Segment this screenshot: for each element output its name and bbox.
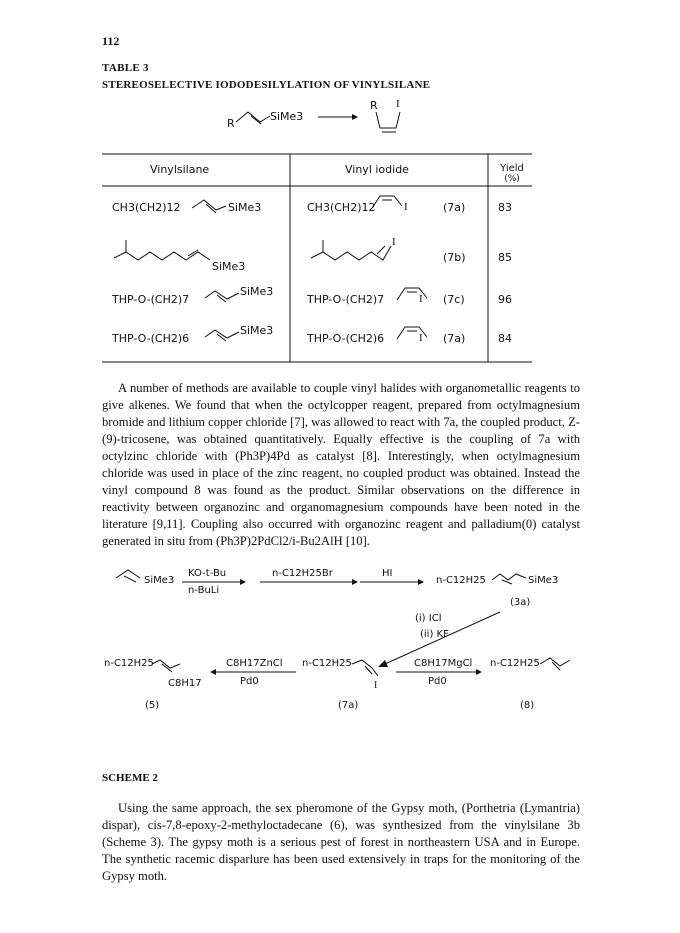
page-number: 112 [102, 34, 120, 48]
row3-iodide-alkene [395, 284, 429, 304]
row4-silane-prefix: THP-O-(CH2)6 [112, 332, 190, 345]
row1-yield: 83 [498, 201, 512, 214]
row4-yield: 84 [498, 332, 512, 345]
body-paragraph-1: A number of methods are available to couple vinyl halides with organometallic reagents to give alkenes. We found that when the octylcopper reagent, prepared from octylmagnesium bromide and lithium copper chloride [7], was allowed to react with 7a, the coupled product, Z-(9)-tricosene, was obtained quantitatively. Equally effective is the coupling of 7a with octylzinc chloride with (Ph3P)4Pd as catalyst [8]. Interestingly, when octylmagnesium chloride was used in place of the zinc reagent, no coupled product was obtained. Instead the vinyl compound 8 was found as the product. Similar observations on the difference in reactivity between organozinc and organomagnesium compounds have been noted in the literature [9,11]. Coupling also occurred with organozinc reagent and palladium(0) catalyst generated in situ from (Ph3P)2PdCl2/i-Bu2AlH [10]. [102, 381, 580, 548]
header-yield [492, 163, 532, 185]
table-title: STEREOSELECTIVE IODODESILYLATION OF VINYLSILANE [102, 79, 431, 91]
row4-silane-alkene [203, 327, 243, 343]
row4-compound: (7a) [443, 332, 466, 345]
scheme-start-group: SiMe3 [144, 575, 175, 586]
scheme-8-prefix: n-C12H25 [490, 658, 540, 669]
eq-right-i: I [396, 98, 400, 110]
row1-compound: (7a) [443, 201, 466, 214]
scheme-reagent6-top: C8H17MgCl [414, 658, 473, 669]
scheme-reagent5-bottom: Pd0 [240, 676, 259, 687]
row1-iodide-alkene [370, 192, 404, 212]
scheme-reagent3: HI [382, 568, 393, 579]
scheme-5-label: (5) [145, 700, 160, 711]
scheme-7a-prefix: n-C12H25 [302, 658, 352, 669]
scheme-3a-prefix: n-C12H25 [436, 575, 486, 586]
row3-iodide-i: I [419, 293, 423, 305]
row2-iodide-chain [309, 232, 399, 268]
row1-iodide-prefix: CH3(CH2)12 [307, 201, 376, 214]
scheme-reagent2: n-C12H25Br [272, 568, 333, 579]
row2-compound: (7b) [443, 251, 466, 264]
scheme-7a-i: I [374, 680, 378, 691]
table-rules [0, 0, 680, 380]
eq-left-group: SiMe3 [270, 110, 304, 123]
row2-silane-chain [112, 238, 212, 268]
header-vinyl-iodide: Vinyl iodide [345, 163, 409, 176]
row1-iodide-i: I [404, 201, 408, 213]
scheme-reagent1-top: KO-t-Bu [188, 568, 227, 579]
row3-iodide-prefix: THP-O-(CH2)7 [307, 293, 385, 306]
row2-silane-group: SiMe3 [212, 260, 246, 273]
scheme-3a-group: SiMe3 [528, 575, 559, 586]
header-vinylsilane: Vinylsilane [150, 163, 210, 176]
row1-silane-group: SiMe3 [228, 201, 262, 214]
scheme-label: SCHEME 2 [102, 772, 158, 784]
row3-compound: (7c) [443, 293, 465, 306]
scheme-reagent6-bottom: Pd0 [428, 676, 447, 687]
scheme-5-sub: C8H17 [168, 678, 202, 689]
table-label: TABLE 3 [102, 62, 149, 74]
header-yield-unit: (%) [504, 174, 520, 184]
scheme-reagent4-b: (ii) KF [420, 629, 449, 640]
header-yield-label: Yield [500, 163, 524, 174]
row1-silane-alkene [190, 196, 230, 216]
scheme-reagent1-bottom: n-BuLi [188, 585, 220, 596]
scheme-reagent4-a: (i) ICl [415, 613, 442, 624]
row3-silane-group: SiMe3 [240, 285, 274, 298]
row4-iodide-prefix: THP-O-(CH2)6 [307, 332, 385, 345]
row3-yield: 96 [498, 293, 512, 306]
scheme-5-prefix: n-C12H25 [104, 658, 154, 669]
eq-left-r: R [227, 117, 235, 130]
scheme-reagent5-top: C8H17ZnCl [226, 658, 283, 669]
row2-yield: 85 [498, 251, 512, 264]
row1-silane-prefix: CH3(CH2)12 [112, 201, 181, 214]
scheme-8-label: (8) [520, 700, 535, 711]
eq-right-r: R [370, 99, 378, 112]
body-paragraph-2: Using the same approach, the sex pheromone of the Gypsy moth, (Porthetria (Lymantria) dispar), cis-7,8-epoxy-2-methyloctadecane (6), was synthesized from the vinylsilane 3b (Scheme 3). The gypsy moth is a serious pest of forest in northeastern USA and in Europe. The synthetic racemic disparlure has been used extensively in traps for the monitoring of the Gypsy moth. [102, 801, 580, 883]
row4-iodide-i: I [419, 332, 423, 344]
row4-iodide-alkene [395, 323, 429, 343]
row4-silane-group: SiMe3 [240, 324, 274, 337]
row3-silane-prefix: THP-O-(CH2)7 [112, 293, 190, 306]
scheme-3a-label: (3a) [510, 597, 531, 608]
scheme-7a-label: (7a) [338, 700, 359, 711]
row3-silane-alkene [203, 288, 243, 304]
row2-iodide-i: I [392, 236, 396, 248]
